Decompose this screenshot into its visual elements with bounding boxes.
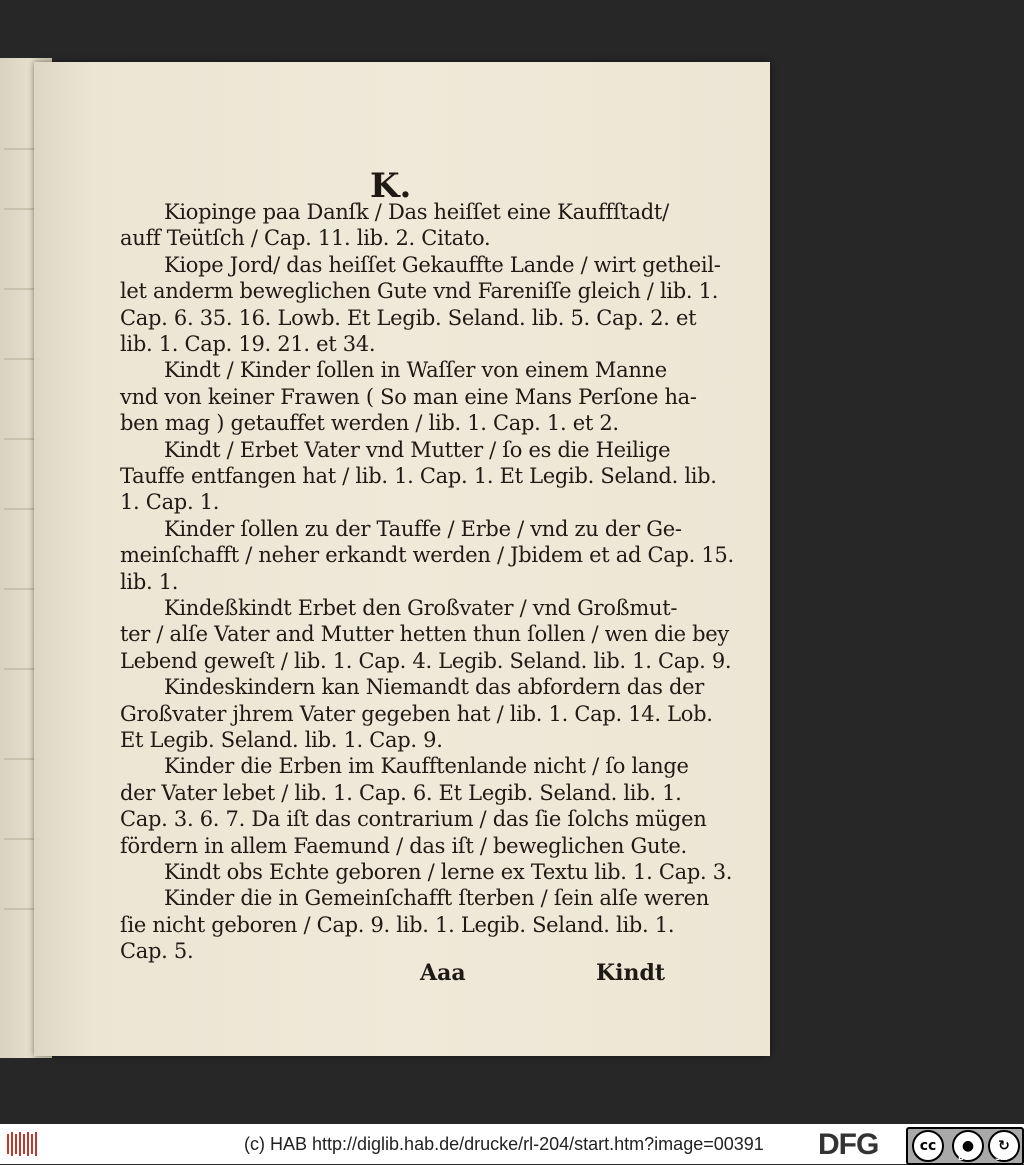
- text-line: lib. 1.: [120, 569, 179, 594]
- text-line: ſie nicht geboren / Cap. 9. lib. 1. Legib. Seland. lib. 1.: [120, 912, 675, 937]
- text-line: lib. 1. Cap. 19. 21. et 34.: [120, 332, 376, 356]
- text-line: Tauffe entfangen hat / lib. 1. Cap. 1. Et Legib. Seland. lib.: [120, 464, 717, 488]
- text-line: Großvater jhrem Vater gegeben hat / lib. 1. Cap. 14. Lob.: [120, 701, 713, 726]
- text-line: Kindt obs Echte geboren / lerne ex Textu lib. 1. Cap. 3.: [164, 860, 733, 884]
- text-line: Cap. 3. 6. 7. Da iſt das contrarium / das ſie ſolchs mügen: [120, 807, 707, 832]
- library-logo-icon: [6, 1130, 40, 1158]
- share-alike-icon: ↻: [988, 1130, 1020, 1162]
- page-heading: K.: [370, 166, 412, 206]
- text-line: Et Legib. Seland. lib. 1. Cap. 9.: [120, 728, 443, 752]
- text-line: Cap. 5.: [120, 939, 194, 964]
- viewer-footer: [0, 1124, 1024, 1164]
- text-line: Kinder ſollen zu der Tauffe / Erbe / vnd zu der Ge-: [164, 516, 682, 541]
- person-icon: ●: [952, 1130, 984, 1162]
- cc-license-badge[interactable]: [906, 1127, 1024, 1165]
- cc-by-label: BY: [958, 1153, 970, 1162]
- cc-sa-label: SA: [995, 1153, 1007, 1162]
- page-text: [120, 166, 734, 986]
- catchword: Kindt: [596, 960, 666, 986]
- text-line: Kiopinge paa Danſk / Das heiſſet eine Kauffſtadt/: [164, 200, 669, 224]
- text-line: Kindeskindern kan Niemandt das abfordern das der: [164, 675, 704, 700]
- text-line: Kindeßkindt Erbet den Großvater / vnd Großmut-: [164, 596, 678, 620]
- text-line: Lebend geweſt / lib. 1. Cap. 4. Legib. Seland. lib. 1. Cap. 9.: [120, 648, 732, 673]
- text-line: Kindt / Kinder ſollen in Waſſer von einem Manne: [164, 358, 667, 383]
- text-line: auff Teütſch / Cap. 11. lib. 2. Citato.: [120, 226, 491, 251]
- text-line: let anderm beweglichen Gute vnd Fareniſſe gleich / lib. 1.: [120, 279, 719, 304]
- signature-mark: Aaa: [420, 960, 466, 986]
- dfg-logo: DFG: [818, 1128, 879, 1161]
- text-line: ter / alſe Vater and Mutter hetten thun ſollen / wen die bey: [120, 622, 729, 647]
- text-line: Kiope Jord/ das heiſſet Gekauffte Lande / wirt getheil-: [164, 252, 721, 277]
- text-line: Kindt / Erbet Vater vnd Mutter / ſo es die Heilige: [164, 437, 671, 462]
- book-page: [34, 62, 770, 1056]
- copyright-link[interactable]: (c) HAB http://diglib.hab.de/drucke/rl-204/start.htm?image=00391: [244, 1134, 764, 1154]
- text-line: meinſchafft / neher erkandt werden / Jbidem et ad Cap. 15.: [120, 543, 734, 568]
- text-line: der Vater lebet / lib. 1. Cap. 6. Et Legib. Seland. lib. 1.: [120, 780, 682, 805]
- text-line: Kinder die Erben im Kaufftenlande nicht / ſo lange: [164, 754, 689, 779]
- text-line: 1. Cap. 1.: [120, 490, 220, 515]
- text-line: vnd von keiner Frawen ( So man eine Mans Perſone ha-: [120, 384, 697, 409]
- text-line: fördern in allem Faemund / das iſt / beweglichen Gute.: [120, 833, 687, 858]
- text-line: Kinder die in Gemeinſchafft ſterben / ſein alſe weren: [164, 886, 709, 911]
- cc-icon: cc: [912, 1130, 944, 1162]
- text-line: ben mag ) getauffet werden / lib. 1. Cap. 1. et 2.: [120, 411, 619, 436]
- text-line: Cap. 6. 35. 16. Lowb. Et Legib. Seland. lib. 5. Cap. 2. et: [120, 305, 697, 330]
